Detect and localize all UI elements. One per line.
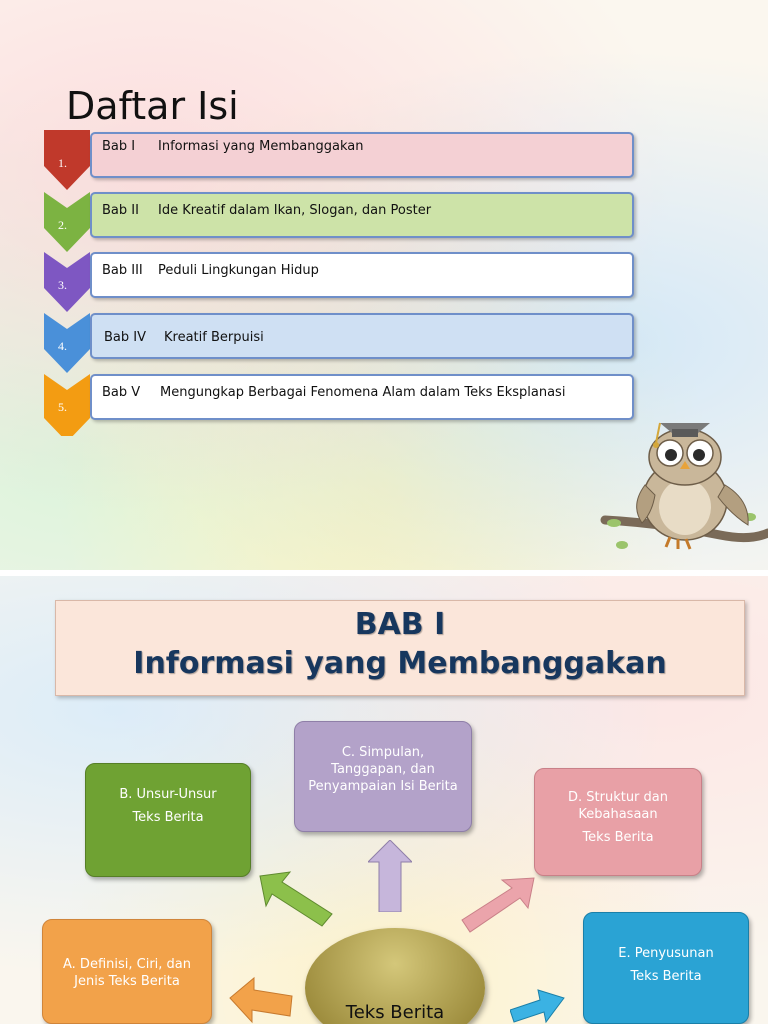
arrow-right-blue-icon — [510, 988, 566, 1024]
toc-item-title: Peduli Lingkungan Hidup — [158, 263, 319, 278]
node-d[interactable] — [534, 768, 702, 876]
toc-item-title: Informasi yang Membanggakan — [158, 139, 364, 154]
node-b-line2: Teks Berita — [132, 810, 204, 825]
toc-item-5[interactable] — [40, 374, 640, 436]
chapter-slide — [0, 576, 768, 1024]
toc-item-title: Ide Kreatif dalam Ikan, Slogan, dan Poster — [158, 203, 432, 218]
node-c-line3: Penyampaian Isi Berita — [308, 779, 458, 794]
chapter-header — [55, 600, 745, 696]
arrow-up-purple-icon — [368, 840, 412, 912]
node-a[interactable] — [42, 919, 212, 1024]
node-b[interactable] — [85, 763, 251, 877]
node-d-line3: Teks Berita — [582, 830, 654, 845]
owl-graduate-icon — [600, 405, 768, 565]
toc-bab: Bab IV — [104, 330, 146, 345]
arrow-upleft-green-icon — [256, 868, 336, 928]
toc-item-2[interactable] — [40, 192, 640, 254]
node-e-line1: E. Penyusunan — [618, 946, 714, 961]
node-d-line2: Kebahasaan — [578, 807, 658, 822]
node-e[interactable] — [583, 912, 749, 1024]
node-d-line1: D. Struktur dan — [567, 790, 668, 805]
toc-bab: Bab II — [102, 203, 139, 218]
toc-number: 1. — [58, 156, 67, 170]
toc-number: 2. — [58, 218, 67, 232]
toc-item-title: Kreatif Berpuisi — [164, 330, 264, 345]
toc-item-4[interactable] — [40, 313, 640, 375]
node-c-line1: C. Simpulan, — [341, 745, 425, 760]
node-c-line2: Tanggapan, dan — [331, 762, 435, 777]
chapter-number: BAB I — [354, 607, 446, 642]
toc-bab: Bab I — [102, 139, 136, 154]
toc-item-3[interactable] — [40, 252, 640, 314]
toc-title: Daftar Isi — [66, 84, 239, 128]
arrow-left-orange-icon — [228, 976, 294, 1024]
toc-item-1[interactable] — [40, 130, 640, 192]
node-a-line2: Jenis Teks Berita — [74, 974, 180, 989]
toc-item-title: Mengungkap Berbagai Fenomena Alam dalam Teks Eksplanasi — [160, 385, 566, 400]
chapter-title: Informasi yang Membanggakan — [133, 646, 667, 681]
toc-number: 5. — [58, 400, 67, 414]
center-node-label: Teks Berita — [345, 1002, 445, 1023]
node-c[interactable] — [294, 721, 472, 832]
toc-bab: Bab V — [102, 385, 141, 400]
node-a-line1: A. Definisi, Ciri, dan — [63, 957, 191, 972]
node-b-line1: B. Unsur-Unsur — [119, 787, 217, 802]
arrow-upright-pink-icon — [458, 872, 538, 936]
node-e-line2: Teks Berita — [630, 969, 702, 984]
toc-number: 3. — [58, 278, 67, 292]
toc-bab: Bab III — [102, 263, 143, 278]
toc-number: 4. — [58, 339, 67, 353]
